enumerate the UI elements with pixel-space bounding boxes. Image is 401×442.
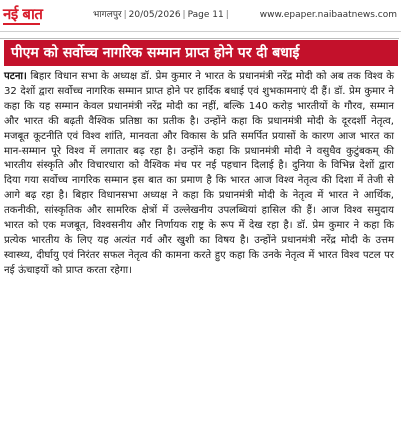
separator: | <box>182 10 186 20</box>
website-link[interactable]: www.epaper.naibaatnews.com <box>259 10 397 20</box>
masthead <box>0 0 401 30</box>
article-headline: पीएम को सर्वोच्च नागरिक सम्मान प्राप्त होने पर दी बधाई <box>4 40 398 66</box>
header-divider <box>0 31 401 32</box>
edition-date: 20/05/2026 <box>128 10 181 20</box>
article-body <box>4 70 394 279</box>
separator: | <box>123 10 127 20</box>
article-dateline: पटना। <box>4 71 27 82</box>
edition-name: भागलपुर <box>93 10 122 20</box>
separator: | <box>225 10 229 20</box>
page-number: Page 11 <box>187 10 224 20</box>
article-body-text: बिहार विधान सभा के अध्यक्ष डॉ. प्रेम कुमार ने भारत के प्रधानमंत्री नरेंद्र मोदी को अब तक विश्व के 32 देशों द्वारा सर्वोच्च नागरिक सम्मान प्राप्त होने पर हार्दिक बधाई एवं शुभकामनाएं दी हैं। डॉ. प्रेम कुमार ने कहा कि यह सम्मान केवल प्रधानमंत्री नरेंद्र मोदी का नहीं, बल्कि 140 करोड़ भारतीयों के गौरव, सम्मान और भारत की बढ़ती वैश्विक प्रतिष्ठा का प्रतीक है। उन्होंने कहा कि प्रधानमंत्री मोदी के दूरदर्शी नेतृत्व, मजबूत कूटनीति एवं विश्व शांति, मानवता और विकास के प्रति समर्पित प्रयासों के कारण आज भारत का मान-सम्मान पूरे विश्व में लगातार बढ़ रहा है। उन्होंने कहा कि प्रधानमंत्री मोदी ने वसुधैव कुटुंबकम्‌ की भारतीय संस्कृति और विचारधारा को वैश्विक मंच पर नई पहचान दिलाई है। दुनिया के विभिन्न देशों द्वारा दिया गया सर्वोच्च नागरिक सम्मान इस बात का प्रमाण है कि भारत आज विश्व नेतृत्व की दिशा में तेजी से आगे बढ़ रहा है। बिहार विधानसभा अध्यक्ष ने कहा कि प्रधानमंत्री मोदी के नेतृत्व में भारत ने आर्थिक, तकनीकी, सांस्कृतिक और सामरिक क्षेत्रों में उल्लेखनीय उपलब्धियां हासिल की हैं। आज विश्व समुदाय भारत को एक मजबूत, विश्वसनीय और निर्णायक राष्ट्र के रूप में देख रहा है। डॉ. प्रेम कुमार ने कहा कि प्रत्येक भारतीय के लिए यह अत्यंत गर्व और खुशी का विषय है। उन्होंने प्रधानमंत्री नरेंद्र मोदी के उत्तम स्वास्थ्य, दीर्घायु एवं निरंतर सफल नेतृत्व की कामना करते हुए कहा कि उनके नेतृत्व में भारत विश्व पटल पर नई ऊंचाइयों को प्राप्त करता रहेगा। <box>4 71 394 276</box>
newspaper-logo[interactable] <box>3 5 42 23</box>
edition-info <box>93 9 231 21</box>
logo-text: नई बात <box>3 5 43 23</box>
logo-underline <box>3 23 40 25</box>
